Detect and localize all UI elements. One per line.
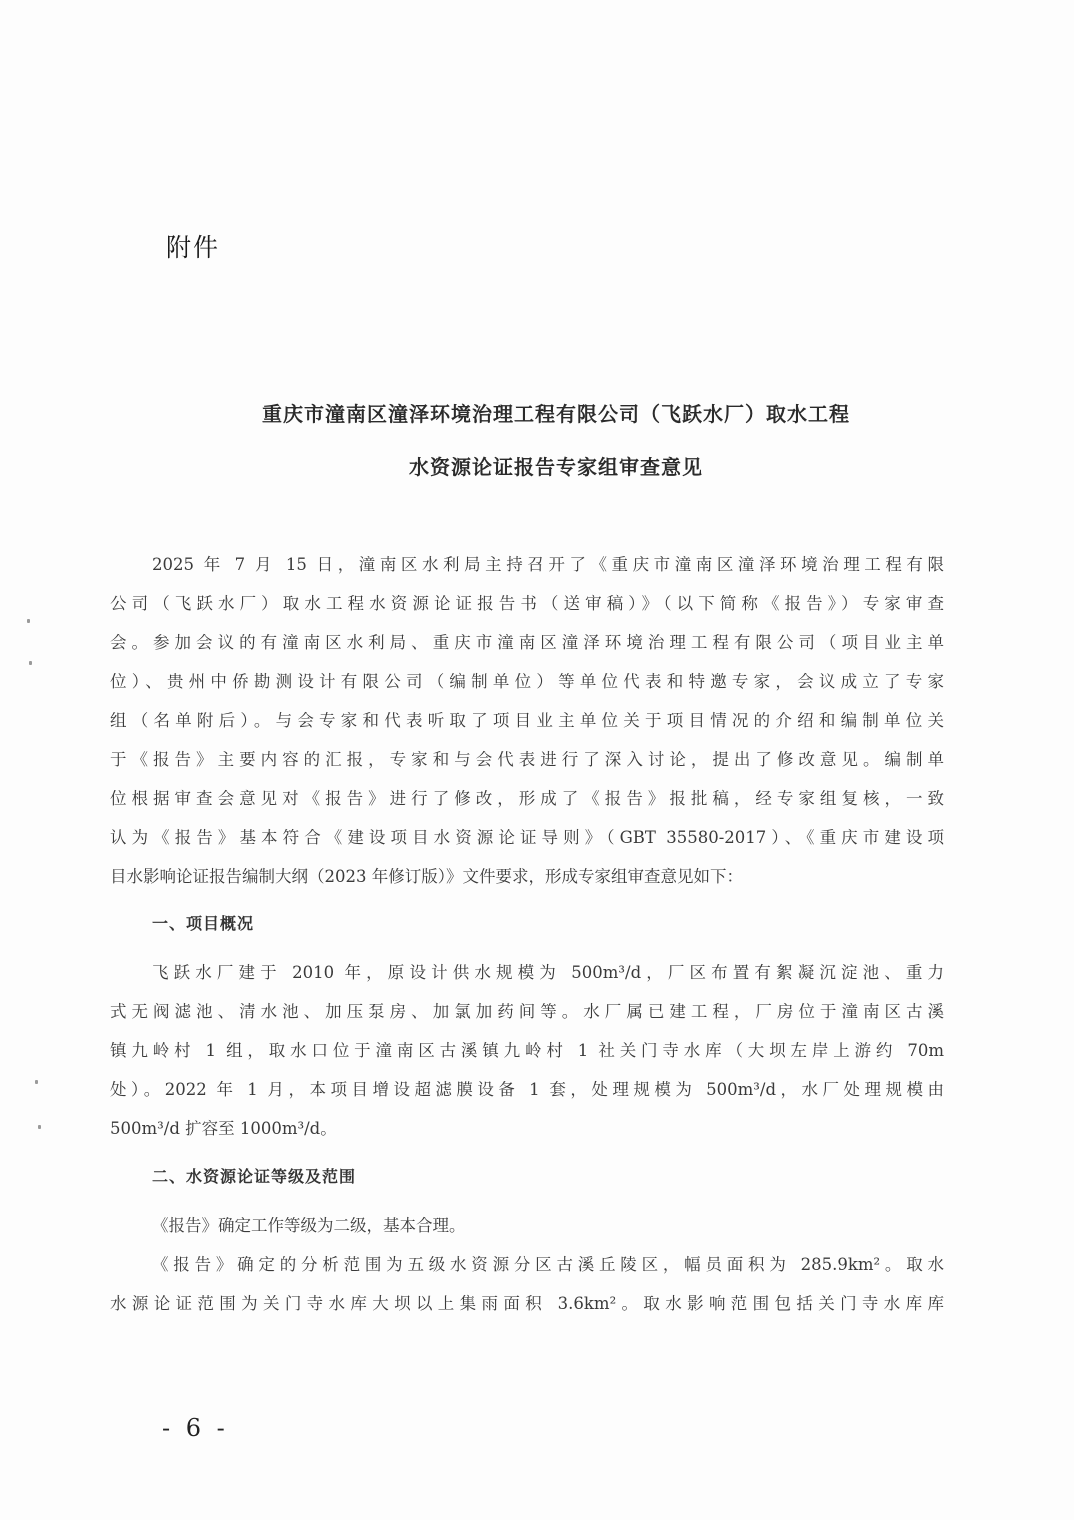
scan-speck	[27, 619, 30, 623]
intro-line: 组（名单附后）。与会专家和代表听取了项目业主单位关于项目情况的介绍和编制单位关	[110, 711, 944, 730]
assessment-level-paragraph	[110, 1206, 944, 1323]
attachment-label: 附件	[166, 233, 221, 262]
assessment-line: 水源论证范围为关门寺水库大坝以上集雨面积 3.6km²。取水影响范围包括关门寺水库库	[110, 1294, 944, 1313]
page-number: - 6 -	[162, 1414, 229, 1442]
intro-line: 公司（飞跃水厂）取水工程水资源论证报告书（送审稿）》（以下简称《报告》）专家审查	[110, 594, 944, 613]
intro-line: 目水影响论证报告编制大纲（2023 年修订版）》文件要求，形成专家组审查意见如下：	[110, 867, 743, 886]
overview-line: 镇九岭村 1 组，取水口位于潼南区古溪镇九岭村 1 社关门寺水库（大坝左岸上游约 70m	[110, 1041, 944, 1060]
scan-speck	[35, 1080, 38, 1084]
intro-line: 位）、贵州中侨勘测设计有限公司（编制单位）等单位代表和特邀专家，会议成立了专家	[110, 672, 944, 691]
document-title-line-1: 重庆市潼南区潼泽环境治理工程有限公司（飞跃水厂）取水工程	[262, 402, 850, 426]
intro-line: 位根据审查会意见对《报告》进行了修改，形成了《报告》报批稿，经专家组复核，一致	[110, 789, 944, 808]
section-heading-project-overview: 一、项目概况	[152, 914, 255, 933]
intro-line: 于《报告》主要内容的汇报，专家和与会代表进行了深入讨论，提出了修改意见。编制单	[110, 750, 944, 769]
overview-line: 500m³/d 扩容至 1000m³/d。	[110, 1119, 337, 1138]
scan-speck	[38, 1125, 41, 1129]
intro-line: 认为《报告》基本符合《建设项目水资源论证导则》（GBT 35580-2017）、《重庆市建设项	[110, 828, 944, 847]
overview-line: 处）。2022 年 1 月，本项目增设超滤膜设备 1 套，处理规模为 500m³/d，水厂处理规模由	[110, 1080, 944, 1099]
assessment-line: 《报告》确定工作等级为二级，基本合理。	[152, 1216, 466, 1235]
overview-line: 飞跃水厂建于 2010 年，原设计供水规模为 500m³/d，厂区布置有絮凝沉淀池、重力	[152, 963, 944, 982]
intro-paragraph	[110, 545, 944, 896]
project-overview-paragraph	[110, 953, 944, 1148]
intro-line: 2025 年 7 月 15 日，潼南区水利局主持召开了《重庆市潼南区潼泽环境治理工程有限	[152, 555, 944, 574]
scan-speck	[29, 661, 32, 665]
overview-line: 式无阀滤池、清水池、加压泵房、加氯加药间等。水厂属已建工程，厂房位于潼南区古溪	[110, 1002, 944, 1021]
intro-line: 会。参加会议的有潼南区水利局、重庆市潼南区潼泽环境治理工程有限公司（项目业主单	[110, 633, 944, 652]
document-title-line-2: 水资源论证报告专家组审查意见	[409, 455, 703, 479]
assessment-line: 《报告》确定的分析范围为五级水资源分区古溪丘陵区，幅员面积为 285.9km²。取水	[152, 1255, 944, 1274]
section-heading-assessment-level: 二、水资源论证等级及范围	[152, 1167, 357, 1186]
